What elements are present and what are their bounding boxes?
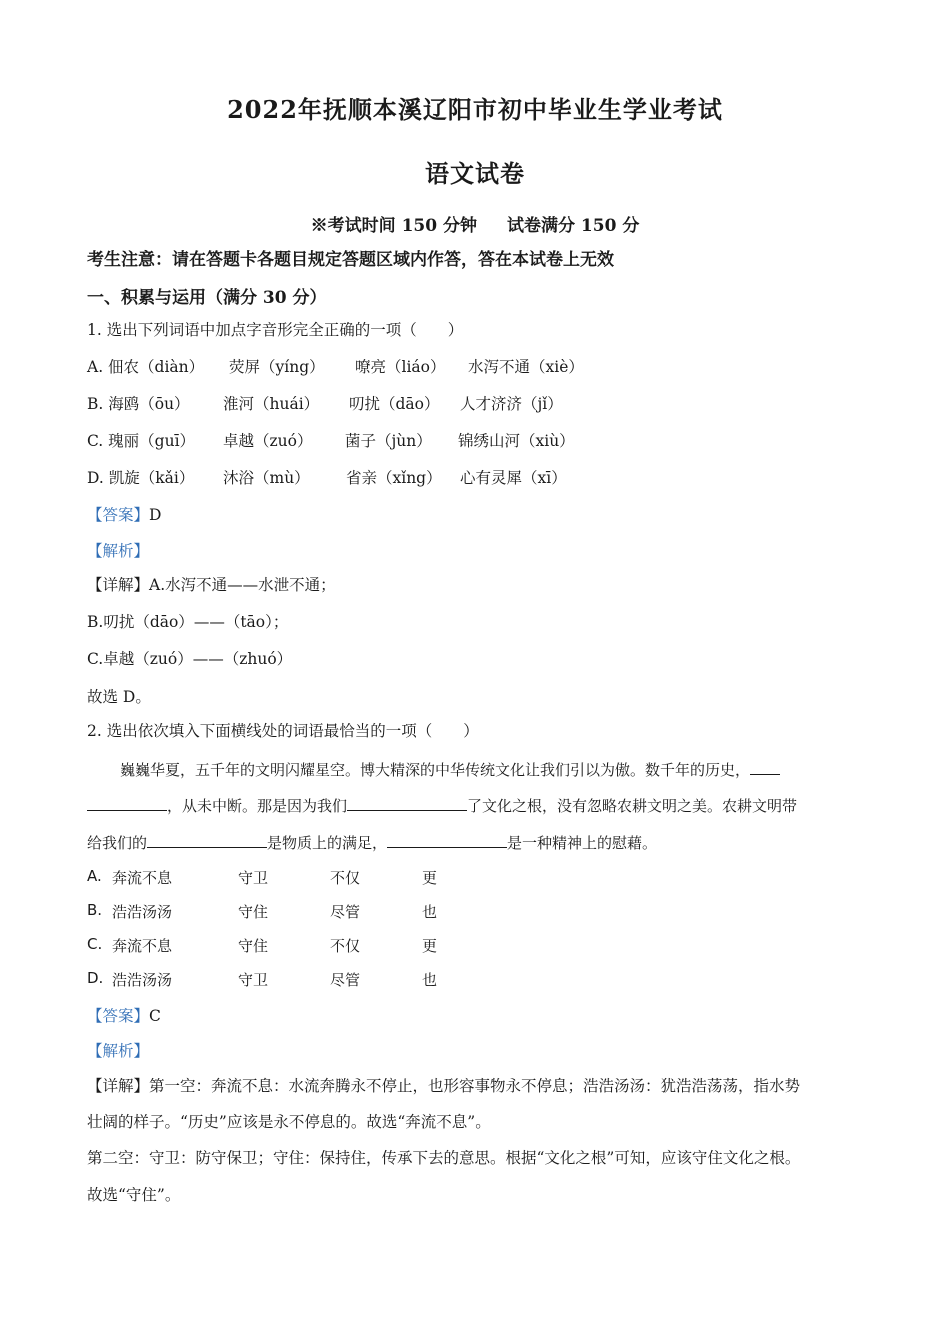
answer-value: C [149,1007,161,1025]
q2-detail-line: 第二空：守卫：防守保卫；守住：保持住，传承下去的意思。根据“文化之根”可知，应该守住文化之根。 [87,1149,801,1167]
passage-text: 是一种精神上的慰藉。 [507,834,658,852]
q1-option-c [87,429,887,453]
option-word: B. 海鸥（ōu） [87,395,190,413]
option-word: 更 [422,937,438,955]
option-letter: A. [87,867,102,885]
answer-value: D [149,506,162,524]
q2-passage-line1 [87,759,872,780]
passage-text: 是物质上的满足， [267,834,388,852]
q2-answer [87,1004,161,1026]
q2-analysis-tag: 【解析】 [87,1042,150,1060]
option-word: 叨扰（dāo） [349,395,440,413]
option-letter: D. [87,969,104,987]
option-word: C. 瑰丽（guī） [87,432,196,450]
option-word: 锦绣山河（xiù） [458,432,575,450]
q1-stem: 1. 选出下列词语中加点字音形完全正确的一项（ ） [87,321,464,339]
option-letter: B. [87,901,103,919]
q1-detail-line: B.叨扰（dāo）——（tāo）； [87,613,289,631]
q2-option-d [87,969,887,993]
option-word: 守住 [238,903,269,921]
exam-title: 2022年抚顺本溪辽阳市初中毕业生学业考试 [227,95,723,124]
option-word: D. 凯旋（kǎi） [87,469,195,487]
option-word: 嘹亮（liáo） [355,358,446,376]
score-info: 试卷满分 150 分 [507,216,640,236]
blank-4 [387,833,507,848]
blank-3 [147,833,267,848]
exam-notice: 考生注意：请在答题卡各题目规定答题区域内作答，答在本试卷上无效 [87,250,614,270]
q1-detail-line: C.卓越（zuó）——（zhuó） [87,650,293,668]
q2-option-c [87,935,887,959]
passage-text: ，从未中断。那是因为我们 [167,797,348,815]
answer-tag: 【答案】 [87,1007,150,1025]
option-word: 守卫 [238,971,269,989]
q2-option-a [87,867,887,891]
option-word: 心有灵犀（xī） [460,469,567,487]
section-title: 一、积累与运用（满分 30 分） [87,288,327,308]
q2-option-b [87,901,887,925]
passage-text: 给我们的 [87,834,148,852]
q2-detail-line: 故选“守住”。 [87,1186,181,1204]
q2-passage-line2 [87,795,872,816]
option-word: 浩浩汤汤 [112,903,173,921]
option-word: 卓越（zuó） [223,432,313,450]
option-word: 淮河（huái） [223,395,320,413]
q1-detail-line: 【详解】A.水泻不通——水泄不通； [87,576,336,594]
answer-tag: 【答案】 [87,506,150,524]
passage-text: 了文化之根，没有忽略农耕文明之美。农耕文明带 [467,797,798,815]
q2-stem: 2. 选出依次填入下面横线处的词语最恰当的一项（ ） [87,722,479,740]
blank-1 [750,760,780,775]
option-word: 守住 [238,937,269,955]
option-word: 人才济济（jǐ） [460,395,563,413]
option-word: 不仅 [330,937,361,955]
option-word: 浩浩汤汤 [112,971,173,989]
q2-detail-line: 壮阔的样子。“历史”应该是永不停息的。故选“奔流不息”。 [87,1113,491,1131]
blank-2 [347,796,467,811]
q1-analysis-tag: 【解析】 [87,542,150,560]
q1-option-b [87,392,887,416]
option-word: 荧屏（yíng） [229,358,325,376]
q2-passage-line3 [87,832,872,853]
option-word: 菌子（jùn） [345,432,432,450]
exam-info [0,211,950,236]
option-word: 也 [422,971,438,989]
q1-option-d [87,466,887,490]
option-word: 更 [422,869,438,887]
option-word: 尽管 [330,903,361,921]
option-word: 不仅 [330,869,361,887]
q1-detail-line: 故选 D。 [87,688,151,706]
passage-text: 巍巍华夏，五千年的文明闪耀星空。博大精深的中华传统文化让我们引以为傲。数千年的历史， [120,761,751,779]
q1-option-a [87,355,887,379]
time-info: ※考试时间 150 分钟 [310,216,477,236]
option-word: 守卫 [238,869,269,887]
option-word: 省亲（xǐng） [346,469,442,487]
option-word: 奔流不息 [112,869,173,887]
exam-subject: 语文试卷 [425,159,525,188]
blank-1-cont [87,796,167,811]
option-word: 也 [422,903,438,921]
option-word: A. 佃农（diàn） [87,358,205,376]
option-word: 沐浴（mù） [223,469,310,487]
q1-answer [87,503,161,525]
q2-detail-line: 【详解】第一空：奔流不息：水流奔腾永不停止，也形容事物永不停息；浩浩汤汤：犹浩浩荡荡，指水势 [87,1077,801,1095]
option-word: 水泻不通（xiè） [468,358,584,376]
option-word: 奔流不息 [112,937,173,955]
option-word: 尽管 [330,971,361,989]
option-letter: C. [87,935,103,953]
